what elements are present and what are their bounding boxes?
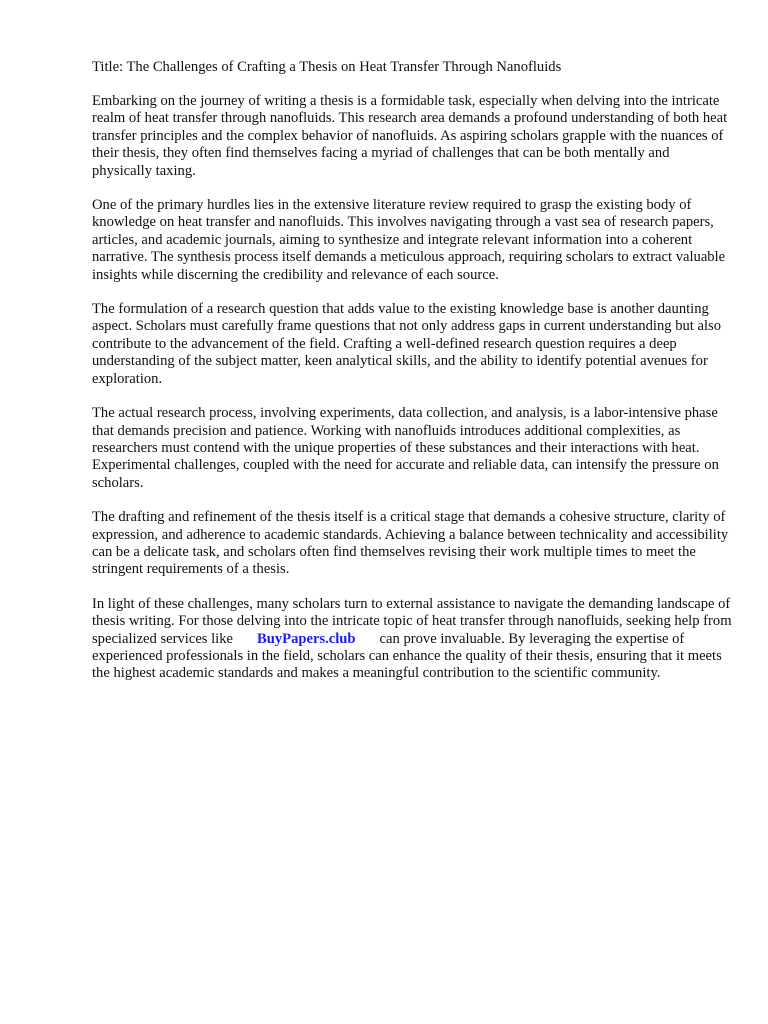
document-page xyxy=(92,59,732,700)
buypapers-link[interactable]: BuyPapers.club xyxy=(257,630,356,647)
conclusion-text-before-link: In light of these challenges, many scholars turn to external assistance to navigate the demanding landscape of thesis writing. For those delving into the intricate topic of heat transfer through nanofluids, seeking help from specialized services like xyxy=(92,595,732,647)
paragraph-conclusion xyxy=(92,596,732,683)
conclusion-text-after-link: can prove invaluable. By leveraging the expertise of experienced professionals in the field, scholars can enhance the quality of their thesis, ensuring that it meets the highest academic standards and makes a meaningful contribution to the scientific community. xyxy=(92,630,722,682)
paragraph-research-process: The actual research process, involving experiments, data collection, and analysis, is a labor-intensive phase that demands precision and patience. Working with nanofluids introduces additional complexities, as researchers must contend with the unique properties of these substances and their interactions with heat. Experimental challenges, coupled with the need for accurate and reliable data, can intensify the pressure on scholars. xyxy=(92,405,719,491)
paragraph-drafting: The drafting and refinement of the thesis itself is a critical stage that demands a cohesive structure, clarity of expression, and adherence to academic standards. Achieving a balance between technicality and accessibility can be a delicate task, and scholars often find themselves revising their work multiple times to meet the stringent requirements of a thesis. xyxy=(92,509,729,578)
paragraph-intro: Embarking on the journey of writing a thesis is a formidable task, especially when delving into the intricate realm of heat transfer through nanofluids. This research area demands a profound understanding of both heat transfer principles and the complex behavior of nanofluids. As aspiring scholars grapple with the nuances of their thesis, they often find themselves facing a myriad of challenges that can be both mentally and physically taxing. xyxy=(92,93,728,179)
paragraph-research-question: The formulation of a research question that adds value to the existing knowledge base is another daunting aspect. Scholars must carefully frame questions that not only address gaps in current understanding but also contribute to the advancement of the field. Crafting a well-defined research question requires a deep understanding of the subject matter, keen analytical skills, and the ability to identify potential avenues for exploration. xyxy=(92,301,721,387)
paragraph-literature-review: One of the primary hurdles lies in the extensive literature review required to grasp the existing body of knowledge on heat transfer and nanofluids. This involves navigating through a vast sea of research papers, articles, and academic journals, aiming to synthesize and integrate relevant information into a coherent narrative. The synthesis process itself demands a meticulous approach, requiring scholars to extract valuable insights while discerning the credibility and relevance of each source. xyxy=(92,197,726,283)
document-title: Title: The Challenges of Crafting a Thesis on Heat Transfer Through Nanofluids xyxy=(92,59,562,75)
